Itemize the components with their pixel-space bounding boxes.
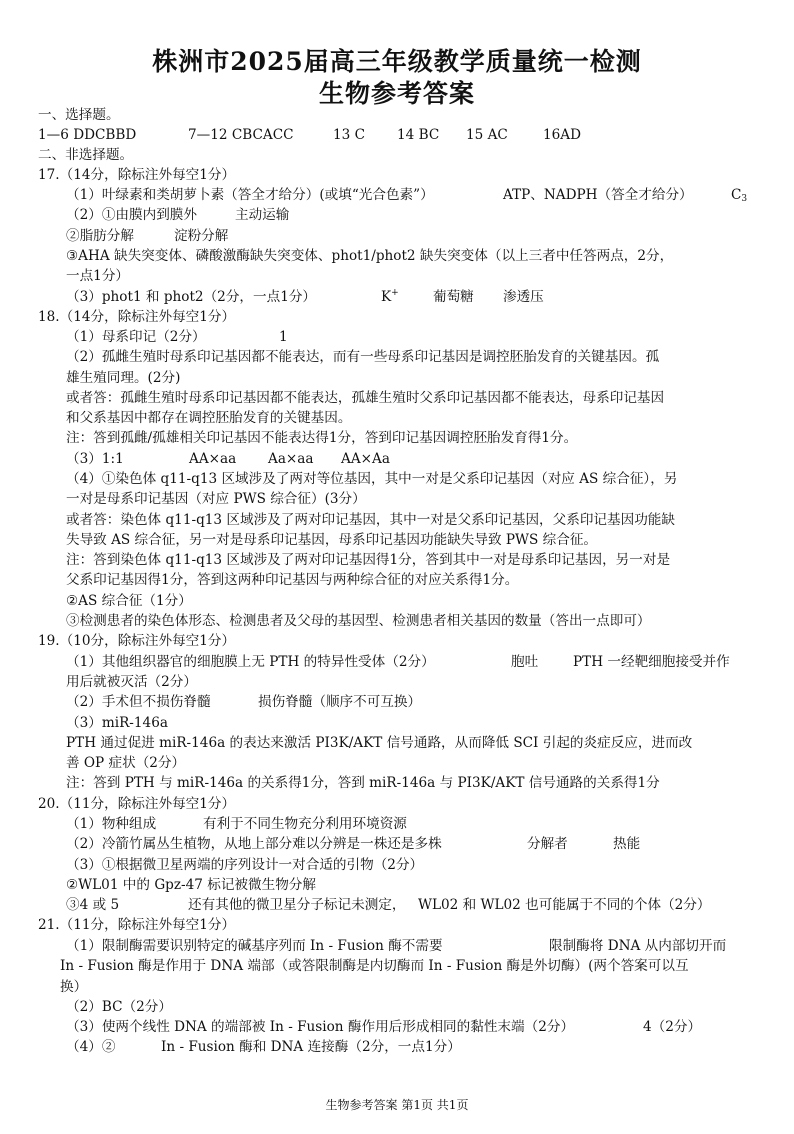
answer-text-main: AA×aa — [189, 451, 237, 467]
answer-text — [66, 611, 651, 631]
answer-line — [0, 510, 794, 530]
answer-line — [0, 591, 794, 611]
answer-text — [643, 1017, 701, 1037]
answer-line — [0, 753, 794, 773]
answer-text-main: 善 OP 症状（2分） — [66, 755, 186, 771]
answer-text-main: 或者答：孤雌生殖时母系印记基因都不能表达，孤雄生殖时父系印记基因都不能表达，母系印记基因 — [66, 390, 665, 406]
answer-line — [0, 611, 794, 631]
answer-text — [203, 814, 407, 834]
answer-text — [66, 591, 192, 611]
answer-line — [0, 977, 794, 997]
answer-text-main: 损伤脊髓（顺序不可互换） — [258, 694, 422, 710]
answer-text — [66, 226, 134, 246]
answer-text — [189, 449, 236, 469]
answer-line — [0, 550, 794, 570]
answer-text — [66, 570, 518, 590]
answer-text — [38, 165, 235, 185]
answer-line — [0, 368, 794, 388]
answer-text — [466, 125, 508, 145]
answer-line — [0, 449, 794, 469]
answer-text-main: （3）phot1 和 phot2（2分，一点1分） — [66, 289, 317, 305]
answer-text — [66, 814, 156, 834]
answer-text — [66, 428, 577, 448]
answer-text-main: （3）使两个线性 DNA 的端部被 In - Fusion 酶作用后形成相同的黏性末端（2分） — [66, 1019, 575, 1035]
answer-text — [66, 713, 168, 733]
answer-line — [0, 997, 794, 1017]
answer-text — [66, 773, 660, 793]
answer-text — [66, 347, 659, 367]
answer-text — [60, 977, 87, 997]
answer-text-main: 16AD — [543, 127, 582, 143]
answer-line — [0, 205, 794, 225]
answer-text — [333, 125, 365, 145]
answer-text-main: AA×Aa — [341, 451, 390, 467]
document-title: 株洲市2025届高三年级教学质量统一检测 — [152, 47, 642, 76]
answer-text-main: 一点1分） — [66, 268, 130, 284]
answer-text — [38, 307, 235, 327]
answer-text-main: 还有其他的微卫星分子标记未测定， — [188, 897, 406, 913]
answer-text-main: （3）①根据微卫星两端的序列设计一对合适的引物（2分） — [66, 857, 424, 873]
answer-text-main: 主动运输 — [235, 207, 290, 223]
answer-text-main: ②WL01 中的 Gpz-47 标记被微生物分解 — [66, 877, 316, 893]
answer-text — [188, 125, 294, 145]
answer-text — [66, 692, 211, 712]
answer-line — [0, 652, 794, 672]
answer-line — [0, 713, 794, 733]
answer-text-main: ②AS 综合征（1分） — [66, 593, 192, 609]
answer-text-main: （1）母系印记（2分） — [66, 329, 206, 345]
answer-text-main: 有利于不同生物充分利用环境资源 — [203, 816, 407, 832]
answer-text-main: ③检测患者的染色体形态、检测患者及父母的基因型、检测患者相关基因的数量（答出一点即可） — [66, 613, 651, 629]
answer-text-main: （1）限制酶需要识别特定的碱基序列而 In - Fusion 酶不需要 — [66, 938, 443, 954]
answer-text — [174, 226, 228, 246]
answer-line — [0, 428, 794, 448]
answer-text — [397, 125, 439, 145]
answer-text-main: 14 BC — [397, 127, 440, 143]
answer-text-main: 父系印记基因得1分，答到这两种印记基因与两种综合征的对应关系得1分。 — [66, 572, 519, 588]
answer-line — [0, 388, 794, 408]
page-footer: 生物参考答案 第1页 共1页 — [325, 1098, 469, 1112]
answer-text — [66, 672, 197, 692]
answer-text-main: ATP、NADPH（答全才给分） — [503, 187, 693, 203]
answer-text — [613, 834, 640, 854]
answer-line — [0, 692, 794, 712]
answer-line — [0, 672, 794, 692]
answer-text-main: ③AHA 缺失突变体、磷酸激酶缺失突变体、phot1/phot2 缺失突变体（以上三者中任答两点，2分， — [66, 248, 674, 264]
answer-text — [66, 855, 423, 875]
answer-line — [0, 915, 794, 935]
answer-line — [0, 530, 794, 550]
answer-text — [66, 895, 119, 915]
answer-text — [258, 692, 421, 712]
answer-line — [0, 145, 794, 165]
answer-text — [573, 652, 730, 672]
answer-text-main: 18.（14分，除标注外每空1分） — [38, 309, 236, 325]
answer-text — [66, 834, 442, 854]
answer-text-main: （3）miR-146a — [66, 715, 168, 731]
answer-text-main: （2）BC（2分） — [66, 999, 172, 1015]
answer-text — [38, 105, 120, 125]
answer-text — [66, 408, 351, 428]
answer-line — [0, 246, 794, 266]
subscript-text: 3 — [741, 194, 748, 204]
answer-text-main: 胞吐 — [511, 654, 539, 670]
answer-text-main: 一对是母系印记基因（对应 PWS 综合征）(3分） — [66, 491, 366, 507]
answer-text-main: （2）①由膜内到膜外 — [66, 207, 197, 223]
answer-text — [503, 185, 693, 205]
answer-line — [0, 956, 794, 976]
answer-text-main: 用后就被灭活（2分） — [66, 674, 197, 690]
answer-text-main: 淀粉分解 — [174, 228, 229, 244]
answer-line — [0, 1037, 794, 1057]
answer-text — [66, 388, 664, 408]
answer-text — [60, 956, 689, 976]
answer-text — [66, 753, 185, 773]
answer-line — [0, 834, 794, 854]
answer-text — [161, 1037, 461, 1057]
answer-line — [0, 226, 794, 246]
answer-line — [0, 936, 794, 956]
answer-text-main: K — [381, 289, 392, 305]
answer-text — [188, 895, 406, 915]
answer-text — [66, 550, 670, 570]
answer-text — [381, 287, 399, 307]
answer-text — [66, 652, 435, 672]
answer-text-main: （1）其他组织器官的细胞膜上无 PTH 的特异性受体（2分） — [66, 654, 435, 670]
answer-text — [66, 875, 316, 895]
answer-text — [38, 794, 235, 814]
answer-text-main: 一、选择题。 — [38, 107, 120, 123]
answer-text — [66, 489, 366, 509]
answer-text-main: （2）孤雌生殖时母系印记基因都不能表达，而有一些母系印记基因是调控胚胎发育的关键基因。孤 — [66, 349, 660, 365]
answer-text-main: 葡萄糖 — [433, 289, 474, 305]
answer-text-main: ②脂肪分解 — [66, 228, 134, 244]
answer-text — [341, 449, 390, 469]
answer-text — [66, 936, 443, 956]
superscript-text: + — [391, 288, 399, 298]
answer-line — [0, 773, 794, 793]
answer-text — [66, 368, 180, 388]
answer-text — [66, 1017, 574, 1037]
answer-text — [433, 287, 474, 307]
answer-text-main: （3）1:1 — [66, 451, 124, 467]
answer-text-main: C — [731, 187, 742, 203]
answer-text-main: 二、非选择题。 — [38, 147, 134, 163]
answer-line — [0, 327, 794, 347]
answer-text-main: 热能 — [613, 836, 641, 852]
answer-line — [0, 266, 794, 286]
answer-text-main: 1—6 DDCBBD — [38, 127, 137, 143]
answer-line — [0, 570, 794, 590]
answer-text-main: 21.（11分，除标注外每空1分） — [38, 917, 236, 933]
answer-text-main: 和父系基因中都存在调控胚胎发育的关键基因。 — [66, 410, 352, 426]
answer-text-main: 注：答到 PTH 与 miR-146a 的关系得1分，答到 miR-146a 与 PI3K/AKT 信号通路的关系得1分 — [66, 775, 660, 791]
answer-text — [66, 327, 206, 347]
answer-text-main: 限制酶将 DNA 从内部切开而 — [549, 938, 727, 954]
answer-text-main: （1）叶绿素和类胡萝卜素（答全才给分）(或填“光合色素”） — [66, 187, 434, 203]
answer-line — [0, 165, 794, 185]
answer-text — [268, 449, 314, 469]
answer-text-main: 7—12 CBCACC — [188, 127, 294, 143]
answer-text — [549, 936, 726, 956]
answer-text-main: （1）物种组成 — [66, 816, 157, 832]
answer-text-main: 注：答到孤雌/孤雄相关印记基因不能表达得1分，答到印记基因调控胚胎发育得1分。 — [66, 430, 578, 446]
answer-text — [527, 834, 568, 854]
answer-text — [235, 205, 289, 225]
answer-line — [0, 287, 794, 307]
answer-text-main: （4）② — [66, 1039, 116, 1055]
answer-text — [511, 652, 538, 672]
answer-text — [66, 185, 434, 205]
answer-text — [38, 631, 235, 651]
answer-line — [0, 733, 794, 753]
answer-text-main: 4（2分） — [643, 1019, 702, 1035]
answer-line — [0, 125, 794, 145]
answer-line — [0, 794, 794, 814]
answer-text — [38, 125, 136, 145]
answer-text-main: （2）手术但不损伤脊髓 — [66, 694, 211, 710]
answer-text — [66, 510, 675, 530]
answer-line — [0, 1017, 794, 1037]
answer-line — [0, 855, 794, 875]
answer-text-main: WL02 和 WL02 也可能属于不同的个体（2分） — [418, 897, 711, 913]
answer-text-main: （4）①染色体 q11-q13 区域涉及了两对等位基因，其中一对是父系印记基因（对应 AS 综合征），另 — [66, 471, 678, 487]
answer-text — [66, 733, 692, 753]
answer-text — [66, 530, 597, 550]
answer-text — [418, 895, 711, 915]
answer-text-main: 雄生殖同理。(2分) — [66, 370, 181, 386]
answer-line — [0, 469, 794, 489]
answer-text — [503, 287, 544, 307]
answer-line — [0, 408, 794, 428]
answer-text-main: In - Fusion 酶和 DNA 连接酶（2分，一点1分） — [161, 1039, 461, 1055]
answer-text-main: 13 C — [333, 127, 366, 143]
answer-text — [543, 125, 581, 145]
answer-line — [0, 347, 794, 367]
answer-text-main: 注：答到染色体 q11-q13 区域涉及了两对印记基因得1分，答到其中一对是母系印记基因，另一对是 — [66, 552, 671, 568]
answer-text-main: 换） — [60, 979, 88, 995]
answer-text — [279, 327, 288, 347]
answer-text-main: Aa×aa — [268, 451, 314, 467]
answer-text-main: 分解者 — [527, 836, 568, 852]
answer-text-main: 15 AC — [466, 127, 508, 143]
answer-line — [0, 631, 794, 651]
answer-text — [66, 997, 172, 1017]
answer-text — [66, 469, 677, 489]
answer-text — [66, 1037, 115, 1057]
answer-text — [66, 449, 124, 469]
answer-text-main: ③4 或 5 — [66, 897, 120, 913]
answer-text — [66, 246, 673, 266]
answer-text — [66, 205, 197, 225]
answer-text-main: 渗透压 — [503, 289, 544, 305]
answer-text-main: （2）冷箭竹属丛生植物，从地上部分难以分辨是一株还是多株 — [66, 836, 442, 852]
answer-text-main: 失导致 AS 综合征，另一对是母系印记基因，母系印记基因功能缺失导致 PWS 综合征。 — [66, 532, 598, 548]
answer-line — [0, 489, 794, 509]
answer-text-main: PTH 通过促进 miR-146a 的表达来激活 PI3K/AKT 信号通路，从而降低 SCI 引起的炎症反应，进而改 — [66, 735, 693, 751]
answer-text — [66, 266, 129, 286]
answer-text-main: 19.（10分，除标注外每空1分） — [38, 633, 236, 649]
answer-line — [0, 307, 794, 327]
answer-text-main: PTH 一经靶细胞接受并作 — [573, 654, 730, 670]
answer-text-main: 1 — [279, 329, 288, 345]
answer-line — [0, 875, 794, 895]
answer-text-main: In - Fusion 酶是作用于 DNA 端部（或答限制酶是内切酶而 In - Fusion 酶是外切酶）(两个答案可以互 — [60, 958, 689, 974]
answer-line — [0, 185, 794, 205]
answer-line — [0, 895, 794, 915]
answer-text — [66, 287, 316, 307]
answer-line — [0, 105, 794, 125]
answer-text — [38, 915, 235, 935]
document-subtitle: 生物参考答案 — [318, 79, 475, 108]
answer-text-main: 17.（14分，除标注外每空1分） — [38, 167, 236, 183]
answer-text-main: 20.（11分，除标注外每空1分） — [38, 796, 236, 812]
answer-line — [0, 814, 794, 834]
answer-text-main: 或者答：染色体 q11-q13 区域涉及了两对印记基因，其中一对是父系印记基因，父系印记基因功能缺 — [66, 512, 675, 528]
answer-text — [38, 145, 133, 165]
